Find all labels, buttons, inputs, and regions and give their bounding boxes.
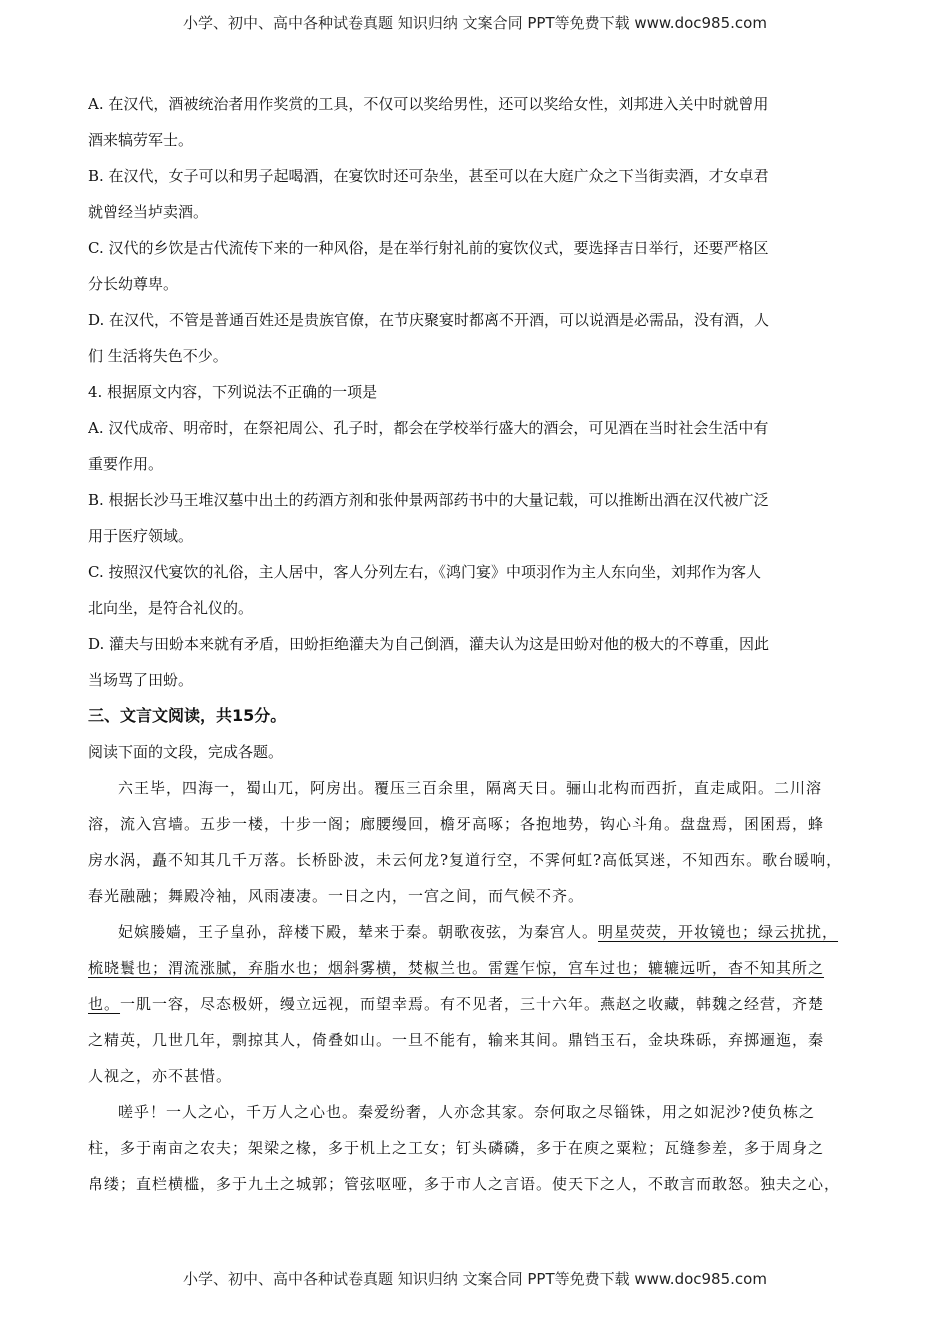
- passage-p3-line3: 帛缕；直栏横槛，多于九土之城郭；管弦呕哑，多于市人之言语。使天下之人，不敢言而敢怒。独夫之心，: [88, 1175, 841, 1193]
- q4-option-a-line2: 重要作用。: [88, 455, 164, 473]
- passage-p1-line2: 溶，流入宫墙。五步一楼，十步一阁；廊腰缦回，檐牙高啄；各抱地势，钩心斗角。盘盘焉，囷囷焉，蜂: [88, 815, 825, 833]
- passage-p2-line1-text: 妃嫔媵嫱，王子皇孙，辞楼下殿，辇来于秦。朝歌夜弦，为秦宫人。: [118, 923, 599, 941]
- underlined-sentence-end: 也。: [88, 995, 121, 1013]
- q3-option-b-line1: B. 在汉代，女子可以和男子起喝酒，在宴饮时还可杂坐，甚至可以在大庭广众之下当街卖酒，才女卓君: [88, 167, 769, 185]
- q3-option-a-line1: A. 在汉代，酒被统治者用作奖赏的工具，不仅可以奖给男性，还可以奖给女性，刘邦进入关中时就曾用: [88, 95, 769, 113]
- q3-option-c-line2: 分长幼尊卑。: [88, 275, 179, 293]
- passage-p2-line4: 之精英，几世几年，剽掠其人，倚叠如山。一旦不能有，输来其间。鼎铛玉石，金块珠砾，弃掷逦迤，秦: [88, 1031, 825, 1049]
- q3-option-a-line2: 酒来犒劳军士。: [88, 131, 194, 149]
- q4-option-d-line2: 当场骂了田蚡。: [88, 671, 194, 689]
- section-title: 三、文言文阅读，共15分。: [88, 706, 287, 725]
- q3-option-d-line1: D. 在汉代，不管是普通百姓还是贵族官僚，在节庆聚宴时都离不开酒，可以说酒是必需品，没有酒，人: [88, 311, 770, 329]
- q3-option-d-line2: 们 生活将失色不少。: [88, 347, 228, 365]
- page-header: 小学、初中、高中各种试卷真题 知识归纳 文案合同 PPT等免费下载 www.doc985.com: [183, 14, 767, 32]
- underlined-sentence-start: 明星荧荧，开妆镜也；绿云扰扰，: [598, 923, 839, 941]
- passage-p2-line5: 人视之，亦不甚惜。: [88, 1067, 233, 1085]
- q4-option-c-line2: 北向坐，是符合礼仪的。: [88, 599, 254, 617]
- passage-p3-line2: 柱，多于南亩之农夫；架梁之椽，多于机上之工女；钉头磷磷，多于在庾之粟粒；瓦缝参差，多于周身之: [88, 1139, 825, 1157]
- passage-p2-line3: [88, 986, 868, 1022]
- q4-option-b-line2: 用于医疗领域。: [88, 527, 194, 545]
- q4-option-c-line1: C. 按照汉代宴饮的礼俗，主人居中，客人分列左右，《鸿门宴》中项羽作为主人东向坐，刘邦作为客人: [88, 563, 761, 581]
- q3-option-b-line2: 就曾经当垆卖酒。: [88, 203, 209, 221]
- passage-p1-line4: 春光融融；舞殿冷袖，风雨凄凄。一日之内，一宫之间，而气候不齐。: [88, 887, 585, 905]
- q3-option-c-line1: C. 汉代的乡饮是古代流传下来的一种风俗，是在举行射礼前的宴饮仪式，要选择吉日举行，还要严格区: [88, 239, 769, 257]
- passage-p1-line1: 六王毕，四海一，蜀山兀，阿房出。覆压三百余里，隔离天日。骊山北构而西折，直走咸阳。二川溶: [118, 779, 823, 797]
- passage-p3-line1: 嗟乎！一人之心，千万人之心也。秦爱纷奢，人亦念其家。奈何取之尽锱铢，用之如泥沙?使负栋之: [118, 1103, 816, 1121]
- passage-p2-line2: [88, 950, 868, 986]
- section-instruction: 阅读下面的文段，完成各题。: [88, 743, 284, 761]
- q4-option-a-line1: A. 汉代成帝、明帝时，在祭祀周公、孔子时，都会在学校举行盛大的酒会，可见酒在当时社会生活中有: [88, 419, 769, 437]
- q4-option-d-line1: D. 灌夫与田蚡本来就有矛盾，田蚡拒绝灌夫为自己倒酒，灌夫认为这是田蚡对他的极大的不尊重，因此: [88, 635, 770, 653]
- underlined-sentence-middle: 梳晓鬟也；渭流涨腻，弃脂水也；烟斜雾横，焚椒兰也。雷霆乍惊，宫车过也；辘辘远听，杳不知其所之: [88, 959, 825, 977]
- passage-p2-line3-text: 一肌一容，尽态极妍，缦立远视，而望幸焉。有不见者，三十六年。燕赵之收藏，韩魏之经营，齐楚: [120, 995, 825, 1013]
- passage-p2-line1: [88, 914, 868, 950]
- q4-stem: 4. 根据原文内容，下列说法不正确的一项是: [88, 383, 378, 401]
- q4-option-b-line1: B. 根据长沙马王堆汉墓中出土的药酒方剂和张仲景两部药书中的大量记载，可以推断出酒在汉代被广泛: [88, 491, 769, 509]
- page-footer: 小学、初中、高中各种试卷真题 知识归纳 文案合同 PPT等免费下载 www.doc985.com: [183, 1270, 767, 1288]
- passage-p1-line3: 房水涡，矗不知其几千万落。长桥卧波，未云何龙?复道行空，不霁何虹?高低冥迷，不知西东。歌台暖响，: [88, 851, 843, 869]
- document-body: [88, 86, 868, 1202]
